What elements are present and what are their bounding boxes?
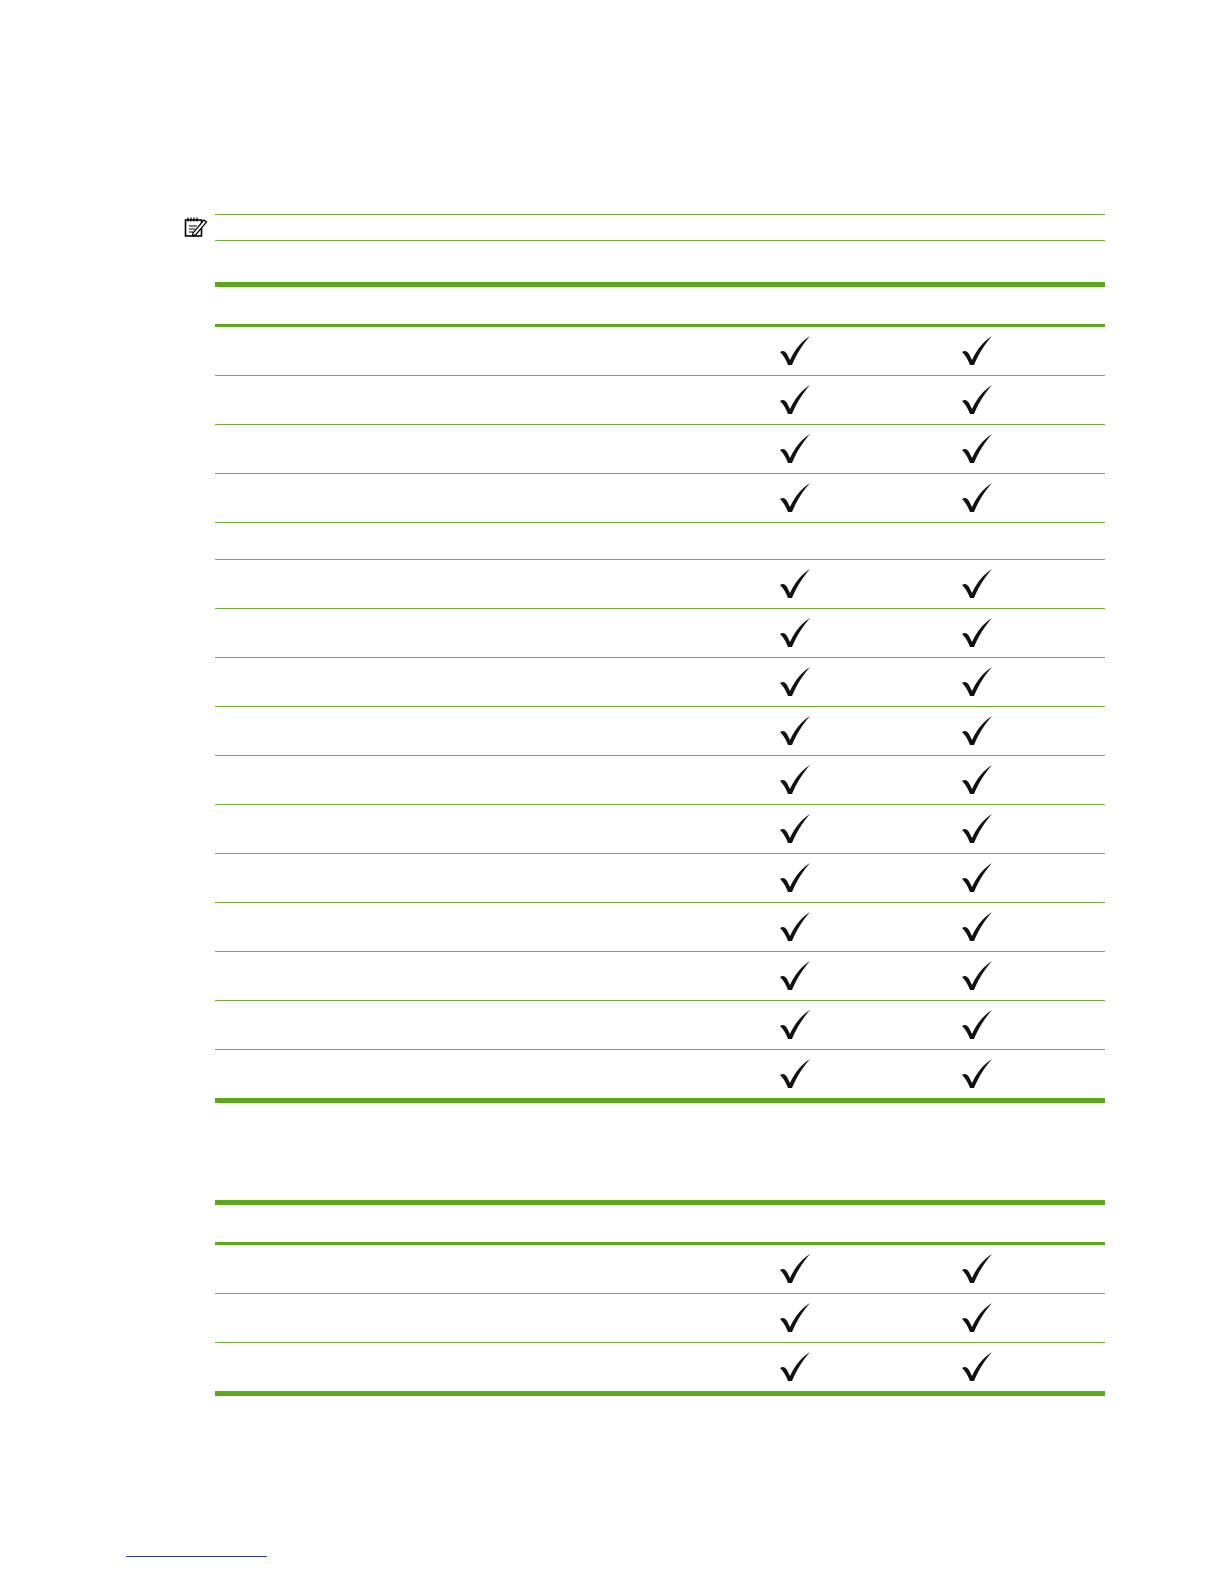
note-top-rule: [215, 214, 1105, 215]
check-mark-icon: [960, 813, 994, 845]
check-cell-1: [745, 805, 845, 853]
check-mark-icon: [960, 335, 994, 367]
table-row: [215, 1343, 1105, 1391]
table-row: [215, 376, 1105, 425]
check-mark-icon: [960, 1351, 994, 1383]
check-cell-2: [927, 1050, 1027, 1098]
check-cell-2: [927, 376, 1027, 424]
check-cell-1: [745, 1343, 845, 1391]
table-row: [215, 805, 1105, 854]
check-cell-1: [745, 1050, 845, 1098]
table-row: [215, 560, 1105, 609]
note-pad-icon: [184, 216, 208, 238]
check-cell-2: [927, 1294, 1027, 1342]
check-mark-icon: [960, 1009, 994, 1041]
check-cell-1: [745, 756, 845, 804]
table-row: [215, 609, 1105, 658]
check-cell-2: [927, 805, 1027, 853]
feature-table-1: [215, 282, 1105, 1103]
table-row: [215, 707, 1105, 756]
check-cell-2: [927, 327, 1027, 375]
table-row: [215, 903, 1105, 952]
check-mark-icon: [778, 813, 812, 845]
table-row: [215, 425, 1105, 474]
table-row: [215, 327, 1105, 376]
check-cell-1: [745, 952, 845, 1000]
check-cell-1: [745, 474, 845, 522]
check-mark-icon: [778, 862, 812, 894]
table-row: [215, 1294, 1105, 1343]
check-cell-1: [745, 1294, 845, 1342]
check-mark-icon: [778, 960, 812, 992]
feature-table-2: [215, 1200, 1105, 1396]
table-row: [215, 1245, 1105, 1294]
check-mark-icon: [778, 1253, 812, 1285]
check-mark-icon: [778, 617, 812, 649]
check-cell-2: [927, 1001, 1027, 1049]
check-cell-1: [745, 327, 845, 375]
table-row: [215, 1001, 1105, 1050]
check-mark-icon: [960, 384, 994, 416]
check-cell-2: [927, 474, 1027, 522]
check-cell-2: [927, 609, 1027, 657]
table-row: [215, 756, 1105, 805]
check-mark-icon: [960, 1302, 994, 1334]
footer-link-underline[interactable]: [126, 1556, 267, 1557]
check-cell-2: [927, 1245, 1027, 1293]
check-mark-icon: [960, 433, 994, 465]
check-mark-icon: [778, 1009, 812, 1041]
table-row: [215, 1050, 1105, 1098]
check-mark-icon: [778, 666, 812, 698]
check-mark-icon: [960, 482, 994, 514]
check-mark-icon: [960, 862, 994, 894]
check-cell-2: [927, 560, 1027, 608]
check-cell-1: [745, 707, 845, 755]
check-cell-2: [927, 1343, 1027, 1391]
check-mark-icon: [778, 482, 812, 514]
check-cell-2: [927, 903, 1027, 951]
table-row: [215, 523, 1105, 560]
check-cell-1: [745, 523, 845, 559]
check-mark-icon: [960, 715, 994, 747]
check-mark-icon: [778, 715, 812, 747]
check-mark-icon: [960, 568, 994, 600]
check-cell-1: [745, 903, 845, 951]
check-cell-1: [745, 1001, 845, 1049]
table-header-row: [215, 287, 1105, 327]
check-mark-icon: [778, 335, 812, 367]
check-mark-icon: [778, 911, 812, 943]
check-cell-2: [927, 523, 1027, 559]
check-cell-2: [927, 952, 1027, 1000]
check-cell-2: [927, 756, 1027, 804]
table-row: [215, 474, 1105, 523]
check-mark-icon: [778, 384, 812, 416]
check-mark-icon: [960, 1058, 994, 1090]
table-row: [215, 854, 1105, 903]
table-bottom-rule: [215, 1098, 1105, 1103]
check-mark-icon: [960, 764, 994, 796]
check-cell-2: [927, 854, 1027, 902]
check-cell-1: [745, 376, 845, 424]
check-cell-2: [927, 707, 1027, 755]
check-cell-1: [745, 658, 845, 706]
check-mark-icon: [778, 1351, 812, 1383]
note-bottom-rule: [215, 240, 1105, 241]
check-mark-icon: [960, 666, 994, 698]
check-mark-icon: [778, 568, 812, 600]
check-mark-icon: [778, 764, 812, 796]
check-cell-1: [745, 609, 845, 657]
check-mark-icon: [778, 433, 812, 465]
check-mark-icon: [778, 1302, 812, 1334]
check-mark-icon: [960, 1253, 994, 1285]
table-row: [215, 658, 1105, 707]
check-mark-icon: [960, 911, 994, 943]
check-cell-2: [927, 658, 1027, 706]
check-cell-2: [927, 425, 1027, 473]
table-header-row: [215, 1205, 1105, 1245]
check-mark-icon: [778, 1058, 812, 1090]
check-mark-icon: [960, 960, 994, 992]
table-bottom-rule: [215, 1391, 1105, 1396]
table-row: [215, 952, 1105, 1001]
check-mark-icon: [960, 617, 994, 649]
check-cell-1: [745, 1245, 845, 1293]
check-cell-1: [745, 560, 845, 608]
check-cell-1: [745, 425, 845, 473]
check-cell-1: [745, 854, 845, 902]
